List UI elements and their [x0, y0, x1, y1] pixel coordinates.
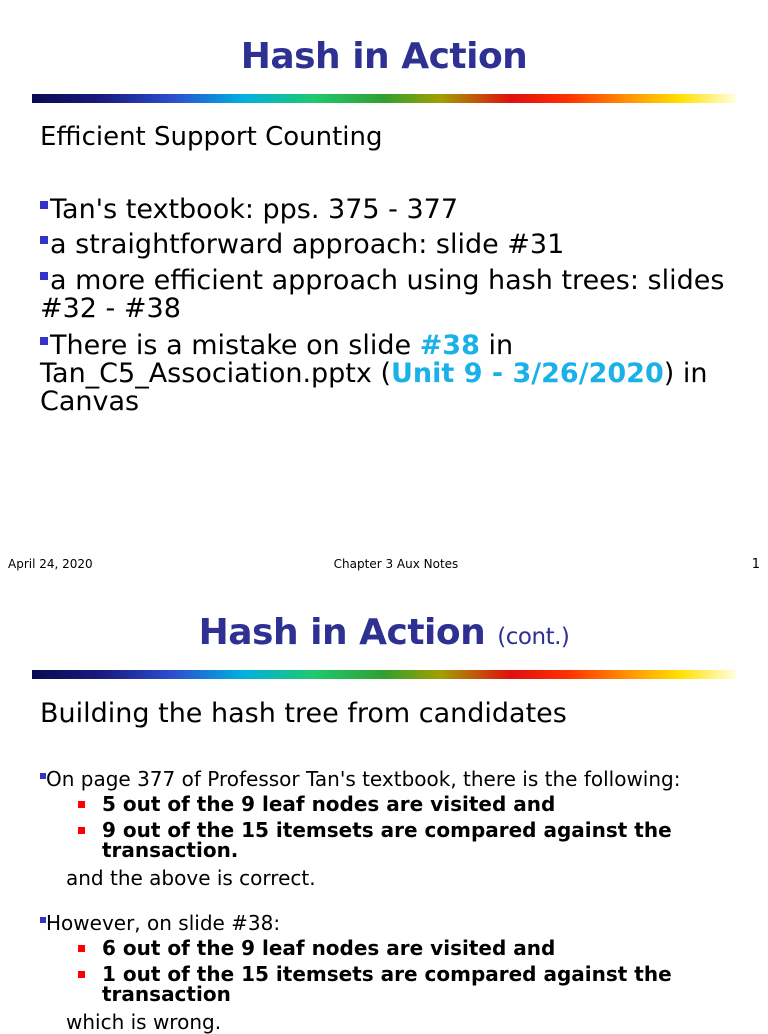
slide-title: Hash in Action	[240, 36, 528, 77]
unit-reference: Unit 9 - 3/26/2020	[391, 358, 664, 389]
title-suffix: (cont.)	[497, 624, 570, 650]
sub-bullet-item: 9 out of the 15 itemsets are compared against the transaction.	[78, 820, 738, 860]
red-square-icon	[78, 827, 85, 834]
rainbow-divider	[32, 670, 736, 679]
bullet-square-icon	[40, 773, 46, 779]
slide-reference: #38	[419, 330, 480, 361]
bullet-item: a more efficient approach using hash trees: slides #32 - #38	[40, 265, 725, 324]
note-text: and the above is correct.	[66, 866, 316, 890]
rainbow-divider	[32, 94, 736, 103]
red-square-icon	[78, 971, 85, 978]
bullet-square-icon	[40, 337, 48, 345]
red-square-icon	[78, 945, 85, 952]
bullet-item: Tan's textbook: pps. 375 - 377	[40, 196, 740, 224]
bullet-square-icon	[40, 917, 46, 923]
bullet-square-icon	[40, 201, 48, 209]
red-square-icon	[78, 801, 85, 808]
slide-heading: Building the hash tree from candidates	[40, 698, 567, 729]
slide-title: Hash in Action (cont.)	[198, 612, 570, 653]
bullet-item: a straightforward approach: slide #31	[40, 231, 740, 259]
footer-date: April 24, 2020	[8, 557, 93, 571]
bullet-square-icon	[40, 272, 48, 280]
note-text: which is wrong.	[66, 1010, 222, 1034]
sub-bullet-item: 5 out of the 9 leaf nodes are visited and	[78, 794, 738, 814]
slide-heading: Efficient Support Counting	[40, 122, 383, 152]
sub-bullet-item: 1 out of the 15 itemsets are compared against the transaction	[78, 964, 738, 1004]
footer-title: Chapter 3 Aux Notes	[333, 557, 459, 571]
page-number: 1	[751, 557, 760, 572]
bullet-square-icon	[40, 236, 48, 244]
slide-2	[0, 580, 768, 1034]
bullet-item: However, on slide #38:	[40, 912, 280, 934]
bullet-item: On page 377 of Professor Tan's textbook, there is the following:	[40, 768, 680, 790]
sub-bullet-item: 6 out of the 9 leaf nodes are visited and	[78, 938, 738, 958]
bullet-item: There is a mistake on slide #38 in Tan_C5_Association.pptx (Unit 9 - 3/26/2020) in Canvas	[40, 330, 708, 417]
